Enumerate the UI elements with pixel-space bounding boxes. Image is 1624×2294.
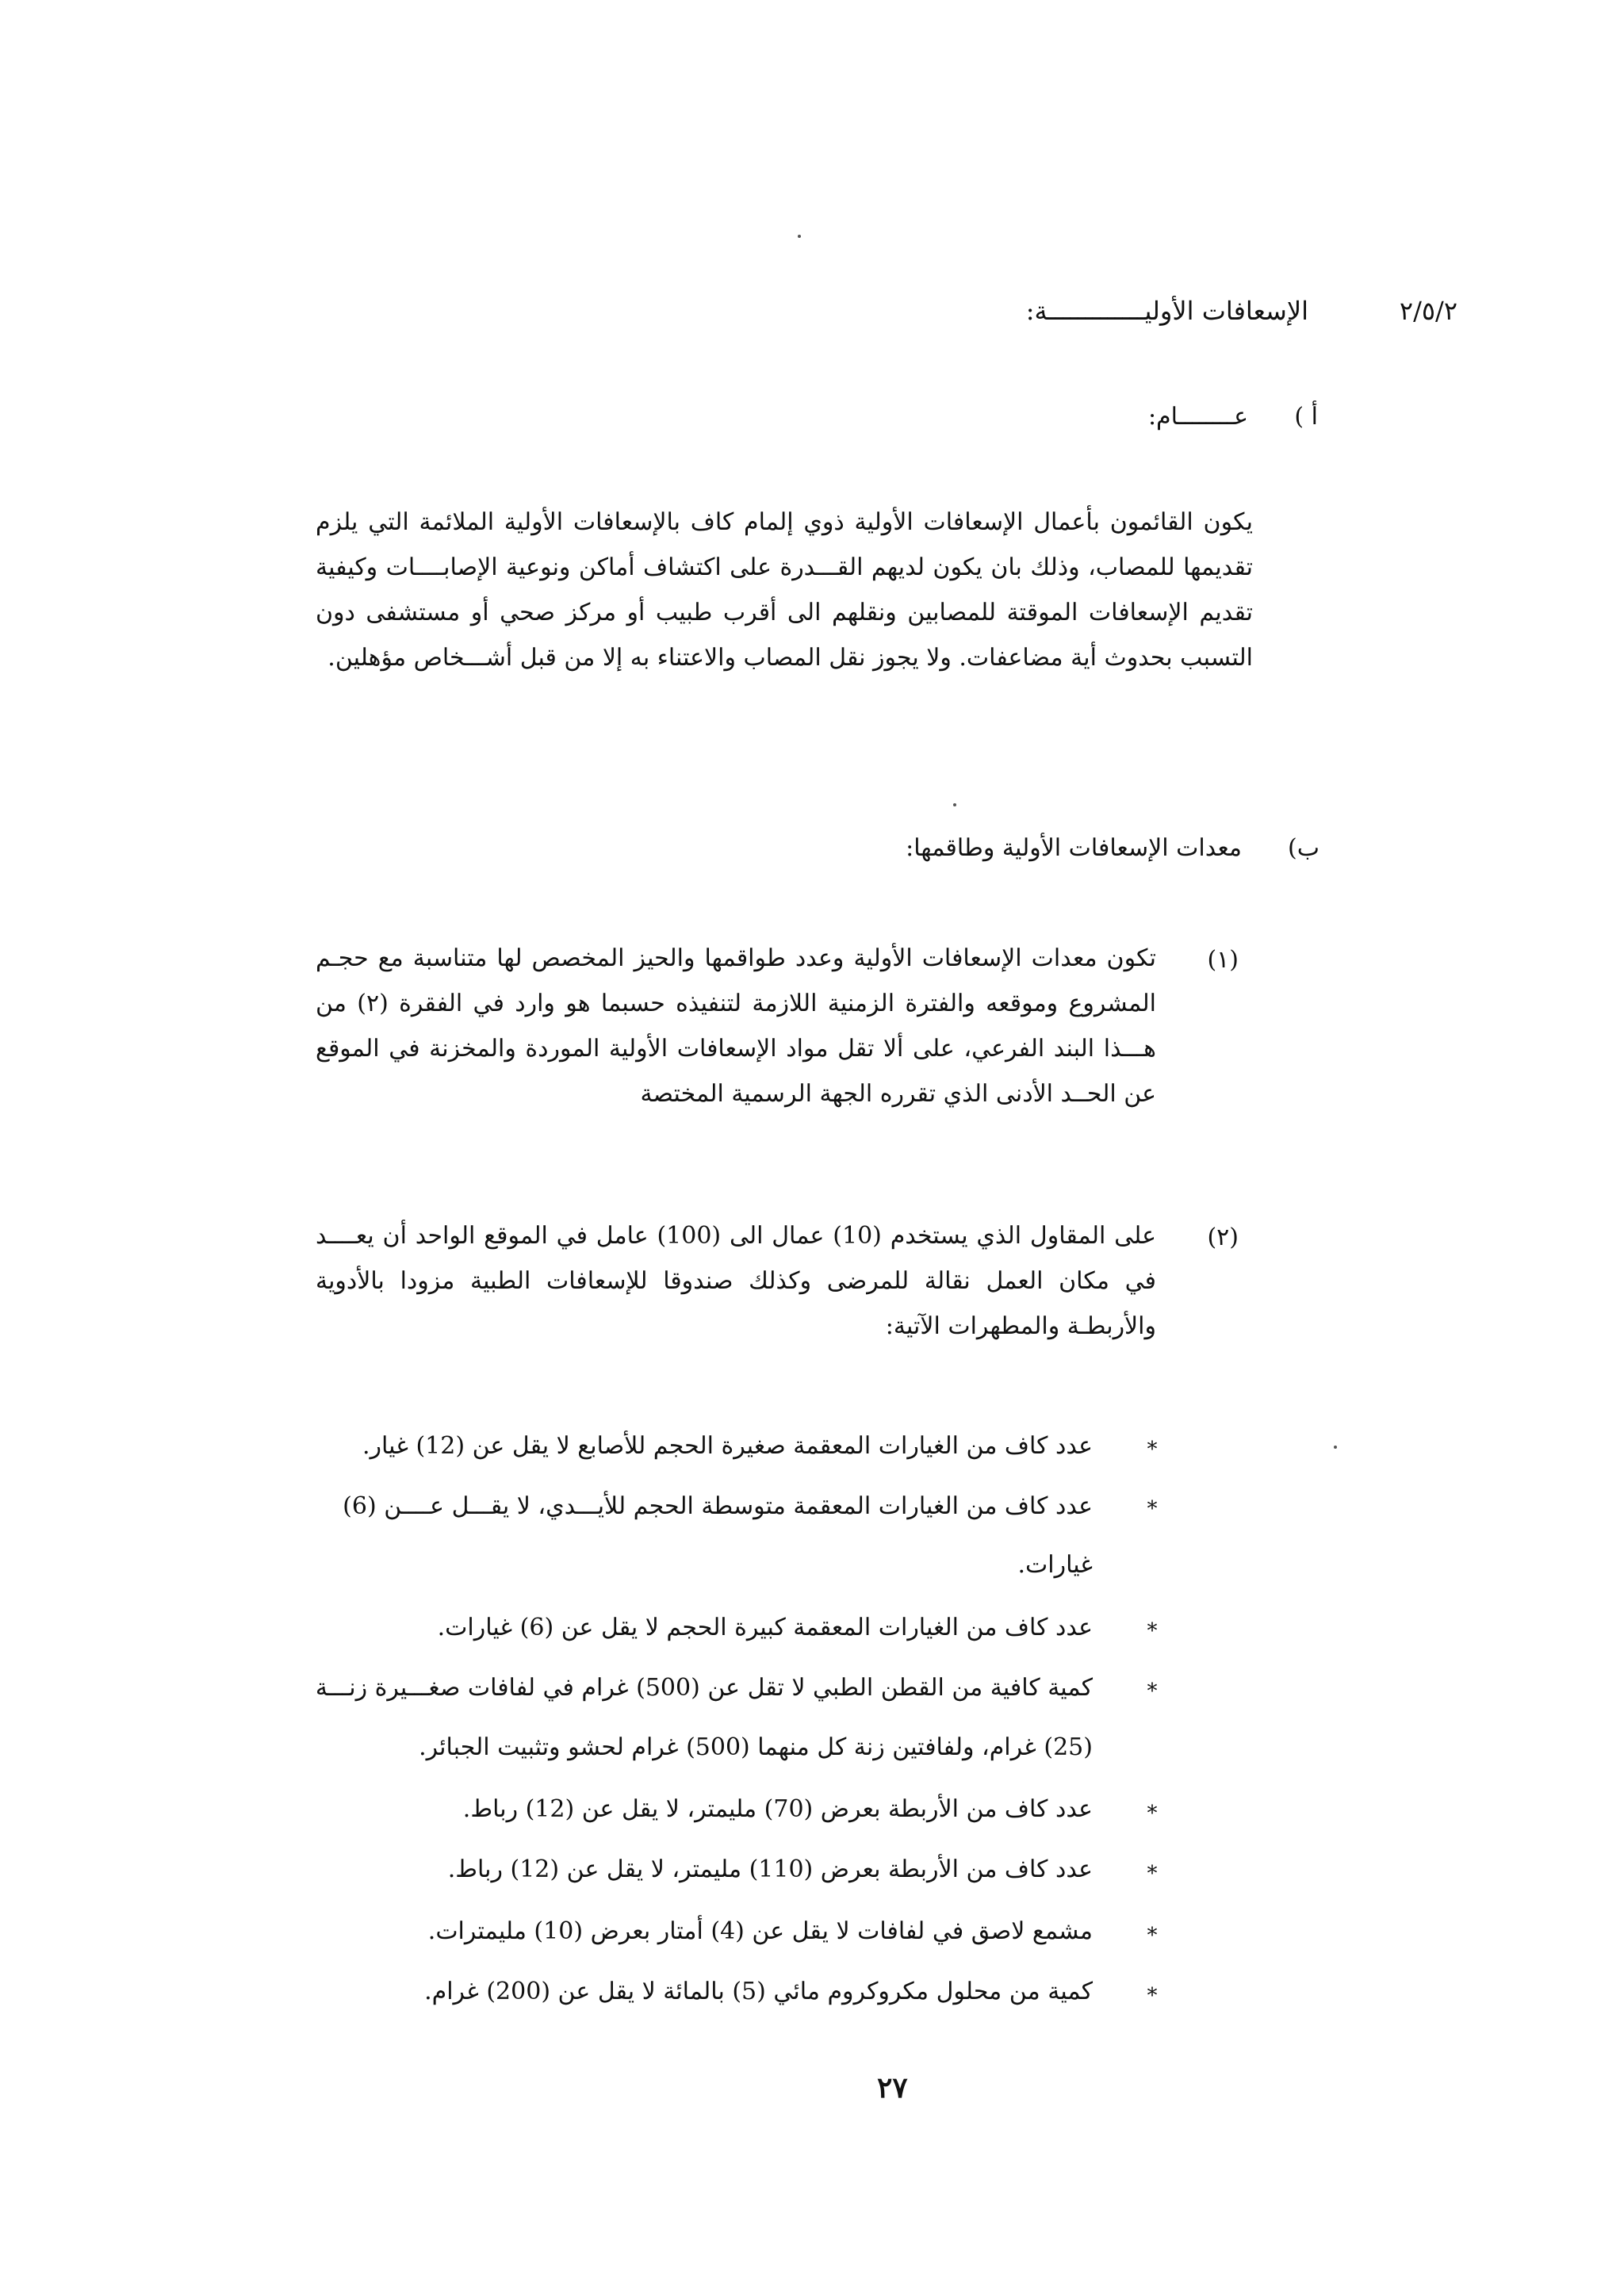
list-item-continuation: غيارات. — [1017, 1551, 1093, 1579]
page-number: ٢٧ — [877, 2071, 908, 2104]
subsection-a-letter: أ ) — [1294, 403, 1318, 431]
item-2-body: على المقاول الذي يستخدم (10) عمال الى (100) عامل في الموقع الواحد أن يعــــد في مكان العمل نقالة للمرضى وكذلك صندوقا للإسعافات الطبية مزودا بالأدوية والأربطـة والمطهرات الآتية: — [316, 1222, 1156, 1340]
list-item: عدد كاف من الغيارات المعقمة متوسطة الحجم للأيـــدي، لا يقـــل عــــن (6) — [343, 1492, 1093, 1520]
scan-speck — [798, 235, 801, 238]
list-item: عدد كاف من الأربطة بعرض (70) مليمتر، لا يقل عن (12) رباط. — [462, 1795, 1093, 1823]
bullet-symbol: * — [1147, 1802, 1158, 1825]
bullet-symbol: * — [1147, 1438, 1158, 1461]
section-title: الإسعافات الأوليـــــــــــــة: — [1025, 296, 1308, 326]
item-1-body: تكون معدات الإسعافات الأولية وعدد طواقمها والحيز المخصص لها متناسبة مع حجـم المشروع وموقعه والفترة الزمنية اللازمة لتنفيذه حسبما هو وارد في الفقرة (٢) من هـــذا البند الفرعي، على ألا تقل مواد الإسعافات الأولية الموردة والمخزنة في الموقع عن الحــد الأدنى الذي تقرره الجهة الرسمية المختصة — [316, 944, 1156, 1108]
bullet-symbol: * — [1147, 1924, 1158, 1947]
scan-speck — [1334, 1446, 1337, 1449]
item-1-number: (١) — [1207, 946, 1239, 974]
list-item: عدد كاف من الغيارات المعقمة كبيرة الحجم لا يقل عن (6) غيارات. — [437, 1614, 1093, 1641]
bullet-symbol: * — [1147, 1862, 1158, 1886]
subsection-a-title: عــــــــام: — [1147, 403, 1248, 431]
bullet-symbol: * — [1147, 1984, 1158, 2008]
list-item-continuation: (25) غرام، ولفافتين زنة كل منهما (500) غرام لحشو وتثبيت الجبائر. — [419, 1733, 1093, 1761]
list-item: عدد كاف من الأربطة بعرض (110) مليمتر، لا يقل عن (12) رباط. — [447, 1855, 1093, 1883]
section-number: ٢/٥/٢ — [1399, 296, 1457, 326]
bullet-symbol: * — [1147, 1619, 1158, 1643]
list-item: عدد كاف من الغيارات المعقمة صغيرة الحجم للأصابع لا يقل عن (12) غيار. — [362, 1432, 1093, 1460]
bullet-symbol: * — [1147, 1679, 1158, 1703]
list-item: مشمع لاصق في لفافات لا يقل عن (4) أمتار بعرض (10) مليمترات. — [427, 1917, 1093, 1945]
subsection-b-title: معدات الإسعافات الأولية وطاقمها: — [906, 834, 1242, 862]
list-item: كمية كافية من القطن الطبي لا تقل عن (500) غرام في لفافات صغـــيرة زنـــة — [315, 1674, 1093, 1702]
scan-speck — [953, 803, 956, 806]
list-item: كمية من محلول مكروكروم مائي (5) بالمائة لا يقل عن (200) غرام. — [424, 1978, 1093, 2005]
item-2-number: (٢) — [1207, 1224, 1239, 1251]
bullet-symbol: * — [1147, 1497, 1158, 1521]
subsection-a-body: يكون القائمون بأعمال الإسعافات الأولية ذوي إلمام كاف بالإسعافات الأولية الملائمة التي يلزم تقديمها للمصاب، وذلك بان يكون لديهم القـــدرة على اكتشاف أماكن ونوعية الإصابــــات وكيفية تقديم الإسعافات الموقتة للمصابين ونقلهم الى أقرب طبيب أو مركز صحي أو مستشفى دون التسبب بحدوث أية مضاعفات. ولا يجوز نقل المصاب والاعتناء به إلا من قبل أشـــخاص مؤهلين. — [316, 508, 1253, 672]
subsection-b-letter: ب) — [1288, 834, 1320, 862]
